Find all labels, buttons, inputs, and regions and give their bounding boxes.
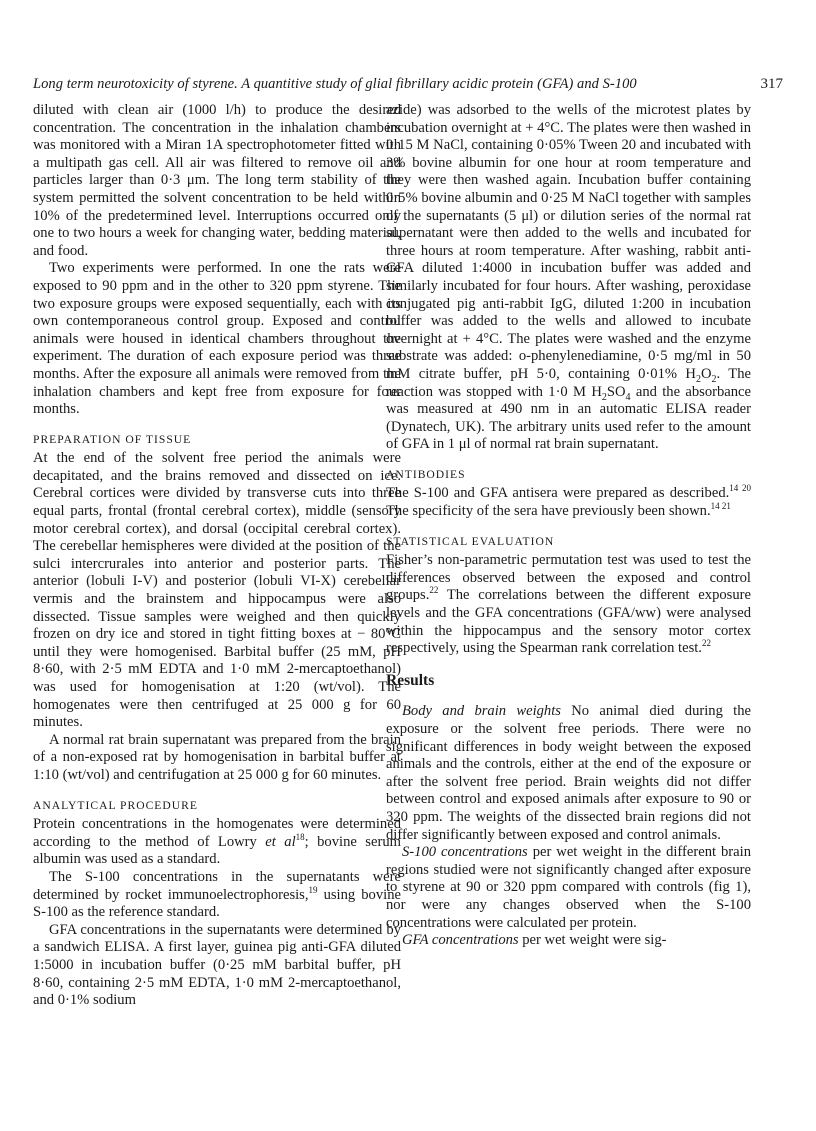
running-header (33, 76, 783, 98)
citation-ref: 14 20 (729, 483, 752, 494)
subscript: 2 (695, 373, 701, 385)
paragraph-elisa-continued (386, 102, 751, 454)
text-run: SO (606, 383, 626, 400)
run-in-heading: Body and brain weights (402, 703, 561, 720)
text-run: azide) was adsorbed to the wells of the microtest plates by incubation overnight at + 4°C. The plates were then washed in 0·15 M NaCl, containing 0·05% Tween 20 and incubated with 3% bovine albumin for one hour at room temperature and they were then washed again. Incubation buffer containing 0·5% bovine albumin and 0·25 M NaCl together with samples of the supernatants (5 μl) or dilution series of the normal rat supernatant were then added to the wells and incubated for three hours at room temperature. After washing, rabbit anti-GFA diluted 1:4000 in incubation buffer was added and similarly incubated for four hours. After washing, peroxidase conjugated pig anti-rabbit IgG, diluted 1:200 in incubation buffer was added to the wells and allowed to incubate overnight at + 4°C. The plates were washed and the enzyme substrate was added: o-phenylenediamine, 0·5 mg/ml in 50 mM citrate buffer, pH 5·0, containing 0·01% H (386, 102, 751, 382)
text-run: using bovine S-100 as the reference standard. (33, 886, 401, 921)
text-run: Protein concentrations in the homogenates were determined according to the method of Lowry (33, 816, 401, 850)
text-run: The specificity of the sera have previously been shown. (386, 503, 711, 520)
paragraph-protein-concentrations (33, 816, 401, 869)
paragraph-s100-concentrations (33, 869, 401, 922)
paragraph-s100-results (386, 844, 751, 932)
run-in-heading: S-100 concentrations (402, 844, 528, 861)
text-run-italic: et al (265, 833, 296, 850)
section-heading-results: Results (386, 671, 435, 689)
paragraph-air-dilution: diluted with clean air (1000 l/h) to produce the desired concentration. The concentration in the inhalation chambers was monitored with a Miran 1A spectrophotometer fitted with a multipath gas cell. All air was filtered to remove oil and particles larger than 0·3 μm. The long term stability of the system permitted the solvent concentration to be held within 10% of the predetermined level. Interruptions occurred only one to two hours a week for changing water, bedding material, and food. (33, 102, 401, 259)
citation-ref: 14 21 (710, 501, 731, 512)
citation-ref: 22 (429, 585, 439, 596)
text-run: and the absorbance was measured at 490 nm in an automatic ELISA reader (Dynatech, UK). The arbitrary units used refer to the amount of GFA in 1 μl of normal rat brain supernatant. (386, 383, 751, 453)
running-title: Long term neurotoxicity of styrene. A quantitive study of glial fibrillary acidic protein (GFA) and S-100 (33, 76, 637, 92)
text-run: ; bovine serum albumin was used as a standard. (33, 833, 401, 868)
paragraph-tissue-preparation: At the end of the solvent free period the animals were decapitated, and the brains removed and dissected on ice. Cerebral cortices were divided by transverse cuts into three equal parts, frontal (frontal cerebral cortex), middle (sensory motor cerebral cortex), and dorsal (occipital cerebral cortex). The cerebellar hemispheres were divided at the position of the sulci intercrurales into anterior and posterior parts. The anterior (lobuli I-V) and posterior (lobuli VI-X) cerebellar vermis and the brainstem and hippocampus were also dissected. Tissue samples were weighed and then quickly frozen on dry ice and stored in tight fitting boxes at − 80°C until they were homogenised. Barbital buffer (25 mM, pH 8·60, with 2·5 mM EDTA and 1·0 mM 2-mercaptoethanol) was used for homogenisation at 1:20 (wt/vol). The homogenates were then centrifuged at 25 000 g for 60 minutes. (33, 450, 401, 731)
section-heading-preparation: PREPARATION OF TISSUE (33, 432, 192, 446)
paragraph-experiments: Two experiments were performed. In one the rats were exposed to 90 ppm and in the other to 320 ppm styrene. The two exposure groups were exposed sequentially, each with its own contemporaneous control group. Exposed and control animals were housed in identical chambers throughout the experiment. The duration of each exposure period was three months. After the exposure all animals were removed from the inhalation chambers and kept free from exposure for four months. (33, 260, 401, 418)
citation-ref: 22 (701, 638, 711, 649)
right-column (386, 102, 751, 950)
text-run: O (700, 365, 712, 382)
paragraph-gfa-elisa: GFA concentrations in the supernatants were determined by a sandwich ELISA. A first layer, guinea pig anti-GFA diluted 1:5000 in incubation buffer (0·25 mM barbital buffer, pH 8·60, containing 2·5 mM EDTA, 1·0 mM 2-mercaptoethanol, and 0·1% sodium (33, 921, 401, 1009)
paragraph-statistical (386, 552, 751, 658)
text-run: No animal died during the exposure or the solvent free periods. There were no significant differences in body weight between the exposed animals and the controls, either at the end of the exposure or after the solvent free period. Brain weights did not differ between control and exposed animals after exposure to 90 or 320 ppm. The weights of the dissected brain regions did not differ significantly between exposed and control animals. (386, 703, 751, 843)
paragraph-body-brain-weights (386, 703, 751, 844)
section-heading-statistical: STATISTICAL EVALUATION (386, 534, 555, 548)
text-run: per wet weight were sig- (518, 932, 667, 949)
subscript: 2 (711, 373, 717, 385)
section-heading-analytical: ANALYTICAL PROCEDURE (33, 798, 198, 812)
subscript: 2 (601, 391, 607, 403)
citation-ref: 19 (308, 884, 318, 895)
page-number: 317 (760, 76, 783, 92)
text-run: The correlations between the different exposure levels and the GFA concentrations (GFA/ww) were analysed within the hippocampus and the sensory motor cortex respectively, using the Spearman rank correlation test. (386, 587, 751, 657)
text-run: per wet weight in the different brain regions studied were not significantly changed after exposure to styrene at 90 or 320 ppm compared with controls (fig 1), nor were any changes observed when the S-100 concentrations were calculated per protein. (386, 844, 751, 931)
run-in-heading: GFA concentrations (402, 932, 519, 949)
section-heading-antibodies: ANTIBODIES (386, 467, 466, 481)
subscript: 4 (625, 391, 631, 403)
paragraph-antibodies (386, 485, 751, 520)
paragraph-gfa-results (386, 932, 751, 950)
left-column (33, 102, 401, 1010)
text-run: The S-100 and GFA antisera were prepared as described. (386, 485, 730, 502)
citation-ref: 18 (295, 831, 305, 842)
paragraph-normal-supernatant: A normal rat brain supernatant was prepared from the brain of a non-exposed rat by homogenisation in barbital buffer at 1:10 (wt/vol) and centrifugation at 25 000 g for 60 minutes. (33, 731, 401, 783)
text-run: Fisher’s non-parametric permutation test was used to test the differences observed between the exposed and control groups. (386, 552, 751, 604)
text-run: . The reaction was stopped with 1·0 M H (386, 365, 751, 400)
text-run: The S-100 concentrations in the supernatants were determined by rocket immunoelectrophoresis, (33, 868, 401, 903)
